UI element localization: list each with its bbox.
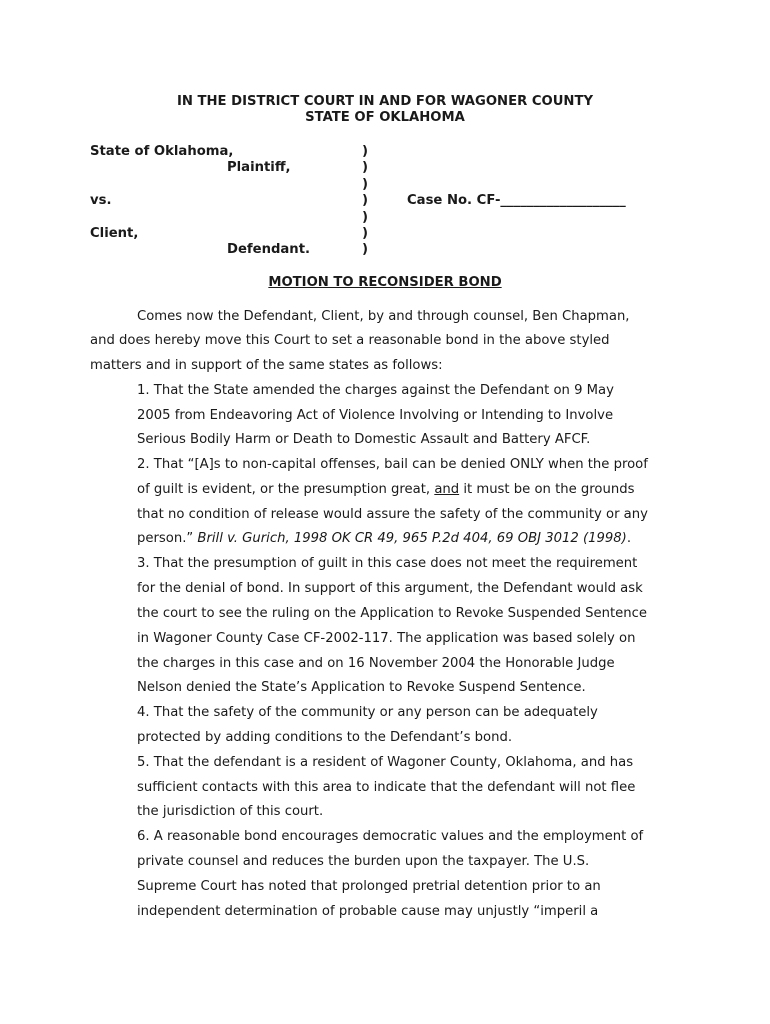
paragraph-5-line: the jurisdiction of this court. <box>137 804 324 819</box>
paragraph-2-text: it must be on the grounds <box>459 482 635 497</box>
court-state: STATE OF OKLAHOMA <box>305 110 465 125</box>
caption-paren: ) <box>362 144 369 159</box>
paragraph-2-line <box>137 531 631 547</box>
paragraph-2-line: 2. That “[A]s to non-capital offenses, bail can be denied ONLY when the proof <box>137 457 648 472</box>
caption-paren: ) <box>362 242 369 257</box>
paragraph-3-line: the court to see the ruling on the Application to Revoke Suspended Sentence <box>137 606 648 621</box>
paragraph-3-line: 3. That the presumption of guilt in this case does not meet the requirement <box>137 556 638 571</box>
paragraph-3-line: for the denial of bond. In support of this argument, the Defendant would ask <box>137 581 643 596</box>
caption-paren: ) <box>362 193 369 208</box>
emphasis-and: and <box>434 482 460 497</box>
paragraph-1-line: 1. That the State amended the charges against the Defendant on 9 May <box>137 383 614 398</box>
case-number: Case No. CF-___________________ <box>407 193 626 208</box>
defendant-role: Defendant. <box>227 242 311 257</box>
paragraph-5-line: 5. That the defendant is a resident of Wagoner County, Oklahoma, and has <box>137 755 634 770</box>
caption-paren: ) <box>362 160 369 175</box>
caption-paren: ) <box>362 210 369 225</box>
paragraph-1-line: Serious Bodily Harm or Death to Domestic Assault and Battery AFCF. <box>137 432 591 447</box>
plaintiff-role: Plaintiff, <box>227 160 291 175</box>
paragraph-6-line: independent determination of probable cause may unjustly “imperil a <box>137 904 599 919</box>
paragraph-3-line: Nelson denied the State’s Application to Revoke Suspend Sentence. <box>137 680 586 695</box>
paragraph-6-line: 6. A reasonable bond encourages democratic values and the employment of <box>137 829 644 844</box>
paragraph-1-line: 2005 from Endeavoring Act of Violence Involving or Intending to Involve <box>137 408 614 423</box>
caption-paren: ) <box>362 226 369 241</box>
paragraph-6-line: Supreme Court has noted that prolonged pretrial detention prior to an <box>137 879 601 894</box>
paragraph-4-line: 4. That the safety of the community or any person can be adequately <box>137 705 598 720</box>
motion-title: MOTION TO RECONSIDER BOND <box>268 275 502 290</box>
intro-line: matters and in support of the same states as follows: <box>90 358 443 373</box>
paragraph-3-line: the charges in this case and on 16 November 2004 the Honorable Judge <box>137 656 615 671</box>
caption-paren: ) <box>362 177 369 192</box>
versus-label: vs. <box>90 193 112 208</box>
paragraph-5-line: sufficient contacts with this area to indicate that the defendant will not flee <box>137 780 636 795</box>
paragraph-2-line: that no condition of release would assure the safety of the community or any <box>137 507 648 522</box>
paragraph-4-line: protected by adding conditions to the Defendant’s bond. <box>137 730 513 745</box>
case-citation: Brill v. Gurich, 1998 OK CR 49, 965 P.2d 404, 69 OBJ 3012 (1998) <box>197 531 627 546</box>
intro-line: and does hereby move this Court to set a reasonable bond in the above styled <box>90 333 610 348</box>
court-name: IN THE DISTRICT COURT IN AND FOR WAGONER COUNTY <box>176 94 594 109</box>
paragraph-3-line: in Wagoner County Case CF-2002-117. The application was based solely on <box>137 631 636 646</box>
plaintiff-name: State of Oklahoma, <box>90 144 234 159</box>
intro-line: Comes now the Defendant, Client, by and through counsel, Ben Chapman, <box>137 309 630 324</box>
paragraph-2-text: of guilt is evident, or the presumption great, <box>137 482 435 497</box>
paragraph-2-text: person.” <box>137 531 198 546</box>
paragraph-6-line: private counsel and reduces the burden upon the taxpayer. The U.S. <box>137 854 590 869</box>
defendant-name: Client, <box>90 226 139 241</box>
paragraph-2-text: . <box>626 531 632 546</box>
paragraph-2-line <box>137 482 634 498</box>
